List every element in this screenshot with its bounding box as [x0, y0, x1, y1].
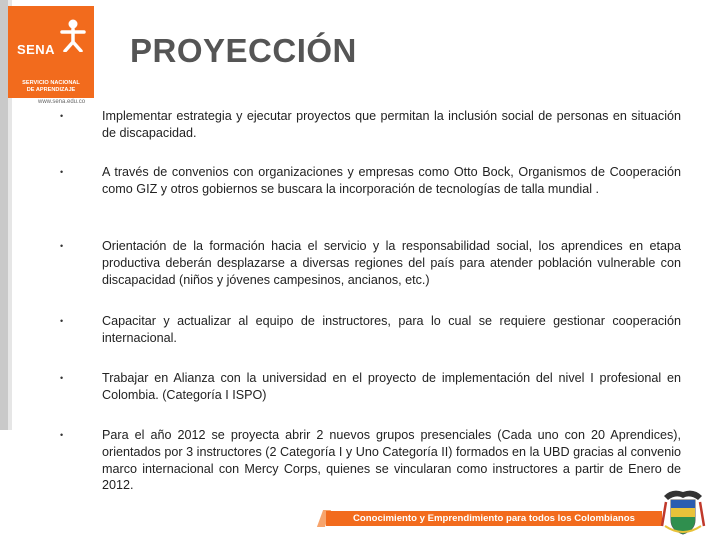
footer-slogan: Conocimiento y Emprendimiento para todos los Colombianos	[353, 513, 635, 524]
bullet-marker: •	[60, 373, 64, 383]
colombia-coat-of-arms-icon	[660, 486, 706, 538]
bullet-marker: •	[60, 430, 64, 440]
bullet-text: Capacitar y actualizar al equipo de instructores, para lo cual se requiere gestionar cooperación internacional.	[102, 314, 681, 345]
bullet-text: A través de convenios con organizaciones y empresas como Otto Bock, Organismos de Cooperación como GIZ y otros gobiernos se buscara la incorporación de tecnologías de talla mundial .	[102, 165, 681, 196]
logo-name: SENA	[16, 42, 56, 57]
bullet-text: Trabajar en Alianza con la universidad en el proyecto de implementación del nivel I profesional en Colombia. (Categoría I ISPO)	[102, 371, 681, 402]
bullet-marker: •	[60, 241, 64, 251]
left-decorative-band	[0, 0, 8, 430]
bullet-marker: •	[60, 316, 64, 326]
bullet-marker: •	[60, 111, 64, 121]
bullet-marker: •	[60, 167, 64, 177]
bullet-text: Orientación de la formación hacia el servicio y la responsabilidad social, los aprendices en etapa productiva deberán desplazarse a diversas regiones del país para atender población vulnerable con discapacidad (niños y jóvenes campesinos, ancianos, etc.)	[102, 239, 681, 287]
logo-subtitle-line1: SERVICIO NACIONAL	[22, 80, 80, 86]
slide-title: PROYECCIÓN	[130, 32, 357, 69]
bullet-text: Para el año 2012 se proyecta abrir 2 nuevos grupos presenciales (Cada uno con 20 Aprendices), orientados por 3 instructores (2 Categoría I y Uno Categoría II) formados en la UBD gracias al convenio marco internacional con Mercy Corps, quienes se vincularan como instructores a partir de Enero de 2012.	[102, 428, 681, 493]
logo-subtitle-line2: DE APRENDIZAJE	[26, 87, 76, 93]
sena-logo	[8, 6, 94, 106]
sena-logo-icon	[8, 6, 94, 98]
logo-url: www.sena.edu.co	[38, 99, 86, 105]
footer-bar	[326, 511, 662, 526]
bullet-text: Implementar estrategia y ejecutar proyectos que permitan la inclusión social de personas en situación de discapacidad.	[102, 109, 681, 140]
